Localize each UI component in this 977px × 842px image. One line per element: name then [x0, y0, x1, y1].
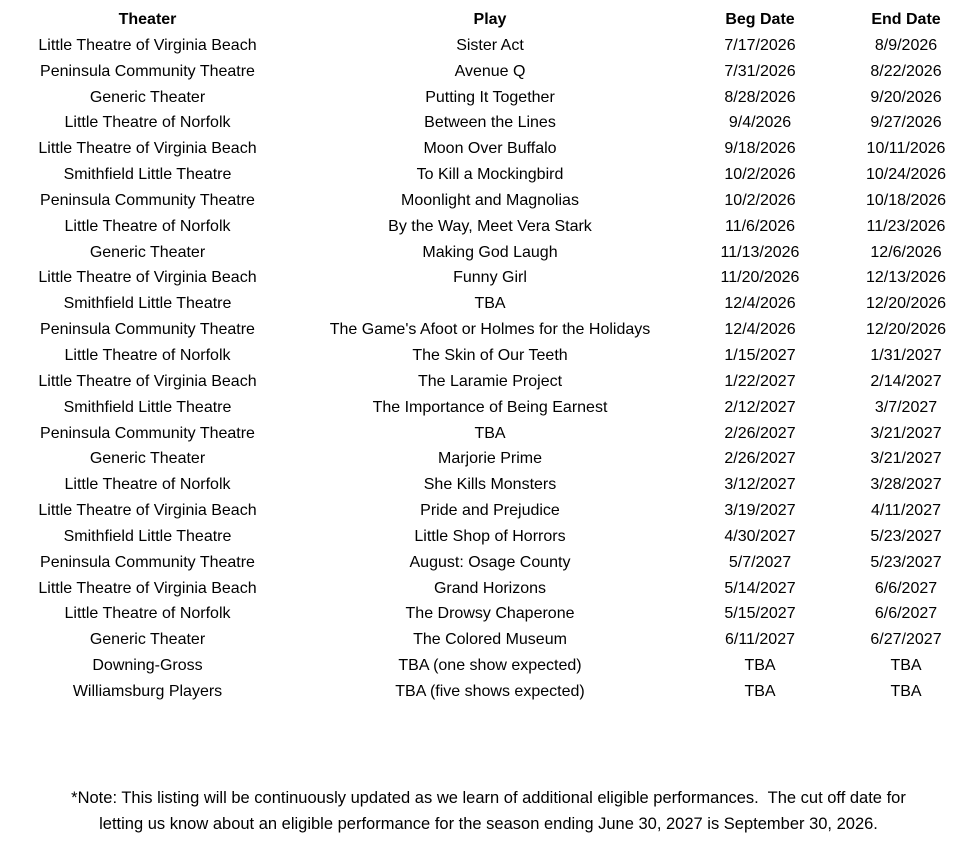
- theater-cell: Peninsula Community Theatre: [40, 424, 255, 442]
- table-row: [0, 110, 977, 136]
- beg-date-cell: 8/28/2026: [724, 88, 796, 106]
- header-row: [0, 7, 977, 33]
- beg-date-cell: 3/12/2027: [724, 476, 796, 494]
- end-date-cell: 12/20/2026: [865, 321, 947, 339]
- beg-date-cell: 5/15/2027: [724, 605, 796, 623]
- end-date-cell: 10/18/2026: [865, 191, 947, 209]
- theater-cell: Smithfield Little Theatre: [63, 398, 232, 416]
- beg-date-cell: 10/2/2026: [724, 166, 796, 184]
- table-row: [0, 627, 977, 653]
- beg-date-cell: 4/30/2027: [724, 527, 796, 545]
- end-date-cell: 12/13/2026: [865, 269, 947, 287]
- table-row: [0, 550, 977, 576]
- play-cell: Sister Act: [456, 36, 524, 54]
- table-row: [0, 85, 977, 111]
- beg-date-cell: TBA: [744, 682, 776, 700]
- play-cell: Funny Girl: [453, 269, 527, 287]
- col-header-end-date: End Date: [871, 11, 941, 28]
- beg-date-cell: 12/4/2026: [724, 321, 796, 339]
- table-row: [0, 265, 977, 291]
- table-row: [0, 653, 977, 679]
- theater-cell: Smithfield Little Theatre: [63, 527, 232, 545]
- end-date-cell: 3/21/2027: [870, 424, 942, 442]
- play-cell: Putting It Together: [425, 88, 555, 106]
- table-row: [0, 188, 977, 214]
- table-row: [0, 576, 977, 602]
- performance-schedule-table: [0, 7, 977, 705]
- theater-cell: Little Theatre of Norfolk: [64, 114, 231, 132]
- table-row: [0, 472, 977, 498]
- end-date-cell: TBA: [890, 657, 922, 675]
- beg-date-cell: 5/7/2027: [728, 553, 792, 571]
- beg-date-cell: 9/18/2026: [724, 140, 796, 158]
- theater-cell: Little Theatre of Virginia Beach: [38, 140, 257, 158]
- play-cell: The Colored Museum: [413, 631, 567, 649]
- theater-cell: Little Theatre of Norfolk: [64, 476, 231, 494]
- table-row: [0, 291, 977, 317]
- end-date-cell: 1/31/2027: [870, 346, 942, 364]
- end-date-cell: 8/22/2026: [870, 62, 942, 80]
- theater-cell: Downing-Gross: [92, 657, 203, 675]
- footnote-line-2: letting us know about an eligible performance for the season ending June 30, 2027 is September 30, 2026.: [99, 814, 878, 833]
- table-row: [0, 59, 977, 85]
- beg-date-cell: 2/26/2027: [724, 424, 796, 442]
- end-date-cell: 4/11/2027: [871, 502, 941, 520]
- beg-date-cell: 10/2/2026: [724, 191, 796, 209]
- end-date-cell: 8/9/2026: [874, 36, 938, 54]
- table-row: [0, 524, 977, 550]
- end-date-cell: 5/23/2027: [870, 527, 942, 545]
- beg-date-cell: 3/19/2027: [724, 502, 796, 520]
- footnote-line-1: *Note: This listing will be continuously updated as we learn of additional eligible performances. The cut off date for: [71, 788, 906, 807]
- end-date-cell: 9/27/2026: [870, 114, 942, 132]
- end-date-cell: 10/11/2026: [866, 140, 946, 158]
- end-date-cell: 3/28/2027: [870, 476, 942, 494]
- beg-date-cell: 1/22/2027: [724, 372, 796, 390]
- table-row: [0, 214, 977, 240]
- play-cell: The Laramie Project: [417, 372, 563, 390]
- beg-date-cell: 5/14/2027: [724, 579, 796, 597]
- play-cell: Moon Over Buffalo: [423, 140, 557, 158]
- theater-cell: Peninsula Community Theatre: [40, 62, 255, 80]
- end-date-cell: 6/6/2027: [874, 579, 938, 597]
- beg-date-cell: 12/4/2026: [724, 295, 796, 313]
- beg-date-cell: 11/20/2026: [720, 269, 800, 287]
- end-date-cell: 10/24/2026: [865, 166, 947, 184]
- end-date-cell: 9/20/2026: [870, 88, 942, 106]
- play-cell: She Kills Monsters: [423, 476, 557, 494]
- table-row: [0, 317, 977, 343]
- theater-cell: Little Theatre of Virginia Beach: [38, 579, 257, 597]
- theater-cell: Little Theatre of Virginia Beach: [38, 372, 257, 390]
- col-header-beg-date: Beg Date: [725, 11, 795, 28]
- table-row: [0, 240, 977, 266]
- theater-cell: Smithfield Little Theatre: [63, 166, 232, 184]
- beg-date-cell: TBA: [744, 657, 776, 675]
- play-cell: Avenue Q: [454, 62, 526, 80]
- play-cell: Pride and Prejudice: [420, 502, 560, 520]
- play-cell: Between the Lines: [424, 114, 556, 132]
- beg-date-cell: 2/12/2027: [724, 398, 796, 416]
- theater-cell: Little Theatre of Virginia Beach: [38, 269, 257, 287]
- theater-cell: Little Theatre of Norfolk: [64, 217, 231, 235]
- theater-cell: Smithfield Little Theatre: [63, 295, 232, 313]
- theater-cell: Peninsula Community Theatre: [40, 553, 255, 571]
- play-cell: TBA: [474, 295, 506, 313]
- play-cell: The Game's Afoot or Holmes for the Holidays: [329, 321, 651, 339]
- beg-date-cell: 7/31/2026: [724, 62, 796, 80]
- play-cell: The Drowsy Chaperone: [405, 605, 575, 623]
- theater-cell: Little Theatre of Norfolk: [64, 346, 231, 364]
- end-date-cell: 3/7/2027: [874, 398, 938, 416]
- end-date-cell: 6/6/2027: [874, 605, 938, 623]
- theater-cell: Peninsula Community Theatre: [40, 321, 255, 339]
- play-cell: TBA (one show expected): [398, 657, 582, 675]
- table-row: [0, 498, 977, 524]
- play-cell: Little Shop of Horrors: [414, 527, 566, 545]
- theater-cell: Generic Theater: [89, 450, 206, 468]
- play-cell: By the Way, Meet Vera Stark: [388, 217, 592, 235]
- table-row: [0, 395, 977, 421]
- theater-cell: Generic Theater: [89, 631, 206, 649]
- play-cell: The Importance of Being Earnest: [372, 398, 608, 416]
- theater-cell: Generic Theater: [89, 88, 206, 106]
- beg-date-cell: 11/13/2026: [720, 243, 800, 261]
- theater-cell: Little Theatre of Virginia Beach: [38, 502, 257, 520]
- table-row: [0, 343, 977, 369]
- play-cell: To Kill a Mockingbird: [416, 166, 564, 184]
- table-row: [0, 162, 977, 188]
- play-cell: Making God Laugh: [422, 243, 558, 261]
- end-date-cell: 12/6/2026: [870, 243, 942, 261]
- table-row: [0, 421, 977, 447]
- end-date-cell: 5/23/2027: [870, 553, 942, 571]
- theater-cell: Little Theatre of Norfolk: [64, 605, 231, 623]
- theater-cell: Little Theatre of Virginia Beach: [38, 36, 257, 54]
- end-date-cell: 12/20/2026: [865, 295, 947, 313]
- beg-date-cell: 9/4/2026: [728, 114, 792, 132]
- col-header-play: Play: [473, 11, 507, 28]
- table-row: [0, 679, 977, 705]
- table-row: [0, 601, 977, 627]
- end-date-cell: 11/23/2026: [866, 217, 946, 235]
- table-row: [0, 369, 977, 395]
- footnote: [0, 785, 977, 837]
- play-cell: Marjorie Prime: [437, 450, 542, 468]
- end-date-cell: TBA: [890, 682, 922, 700]
- theater-cell: Williamsburg Players: [72, 682, 223, 700]
- beg-date-cell: 2/26/2027: [724, 450, 796, 468]
- play-cell: Grand Horizons: [433, 579, 547, 597]
- theater-cell: Generic Theater: [89, 243, 206, 261]
- play-cell: The Skin of Our Teeth: [412, 346, 568, 364]
- table-row: [0, 33, 977, 59]
- table-row: [0, 446, 977, 472]
- beg-date-cell: 1/15/2027: [724, 346, 796, 364]
- theater-cell: Peninsula Community Theatre: [40, 191, 255, 209]
- play-cell: TBA (five shows expected): [395, 682, 585, 700]
- beg-date-cell: 11/6/2026: [725, 217, 795, 235]
- table-row: [0, 136, 977, 162]
- beg-date-cell: 7/17/2026: [724, 36, 796, 54]
- beg-date-cell: 6/11/2027: [725, 631, 795, 649]
- end-date-cell: 2/14/2027: [870, 372, 942, 390]
- play-cell: TBA: [474, 424, 506, 442]
- play-cell: August: Osage County: [409, 553, 571, 571]
- table-body: [0, 33, 977, 705]
- end-date-cell: 6/27/2027: [870, 631, 942, 649]
- end-date-cell: 3/21/2027: [870, 450, 942, 468]
- play-cell: Moonlight and Magnolias: [401, 191, 579, 209]
- col-header-theater: Theater: [118, 11, 177, 28]
